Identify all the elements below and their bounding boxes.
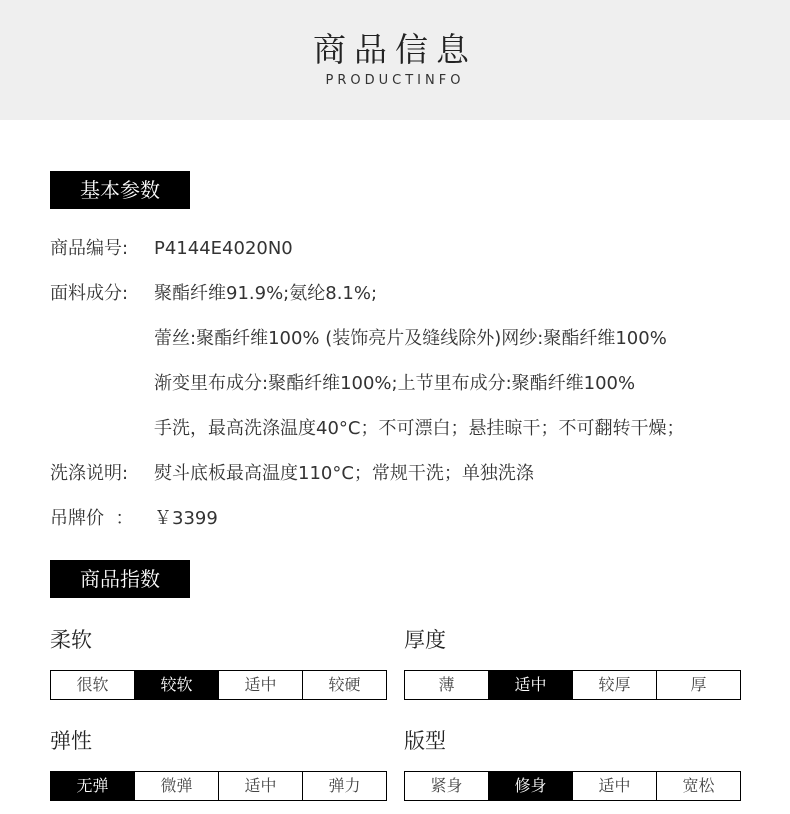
fabric-value: 聚酯纤维91.9%;氨纶8.1%; bbox=[154, 283, 378, 304]
wash-label: 洗涤说明: bbox=[50, 463, 129, 484]
thickness-option: 较厚 bbox=[572, 671, 656, 699]
thickness-title: 厚度 bbox=[404, 628, 446, 652]
elasticity-option: 弹力 bbox=[302, 772, 386, 800]
thickness-option: 薄 bbox=[405, 671, 488, 699]
fabric-label: 面料成分: bbox=[50, 283, 129, 304]
elasticity-option: 微弹 bbox=[134, 772, 218, 800]
softness-option: 适中 bbox=[218, 671, 302, 699]
price-value: ￥3399 bbox=[154, 508, 218, 529]
softness-option: 较软 bbox=[134, 671, 218, 699]
fit-option: 适中 bbox=[572, 772, 656, 800]
fit-option: 宽松 bbox=[656, 772, 740, 800]
softness-option: 较硬 bbox=[302, 671, 386, 699]
thickness-scale bbox=[404, 670, 741, 700]
fit-title: 版型 bbox=[404, 729, 446, 753]
price-label: 吊牌价 ： bbox=[50, 508, 134, 529]
fit-option: 紧身 bbox=[405, 772, 488, 800]
wash-instructions-line2: 熨斗底板最高温度110°C；常规干洗；单独洗涤 bbox=[154, 463, 534, 484]
fit-option: 修身 bbox=[488, 772, 572, 800]
product-code-value: P4144E4020N0 bbox=[154, 238, 293, 259]
softness-title: 柔软 bbox=[50, 628, 92, 652]
page-subtitle: PRODUCTINFO bbox=[325, 73, 465, 88]
fit-scale bbox=[404, 771, 741, 801]
fabric-lace-text: 蕾丝:聚酯纤维100% (装饰亮片及缝线除外)网纱:聚酯纤维100% bbox=[154, 328, 667, 349]
softness-scale bbox=[50, 670, 387, 700]
elasticity-option: 无弹 bbox=[51, 772, 134, 800]
product-code-label: 商品编号: bbox=[50, 238, 129, 259]
thickness-option: 适中 bbox=[488, 671, 572, 699]
product-index-tag: 商品指数 bbox=[50, 560, 190, 598]
wash-instructions-line1: 手洗，最高洗涤温度40°C；不可漂白；悬挂晾干；不可翻转干燥； bbox=[154, 418, 685, 439]
elasticity-title: 弹性 bbox=[50, 729, 92, 753]
elasticity-option: 适中 bbox=[218, 772, 302, 800]
softness-option: 很软 bbox=[51, 671, 134, 699]
elasticity-scale bbox=[50, 771, 387, 801]
page-title: 商品信息 bbox=[313, 30, 477, 69]
basic-params-tag: 基本参数 bbox=[50, 171, 190, 209]
thickness-option: 厚 bbox=[656, 671, 740, 699]
fabric-lining-text: 渐变里布成分:聚酯纤维100%;上节里布成分:聚酯纤维100% bbox=[154, 373, 636, 394]
